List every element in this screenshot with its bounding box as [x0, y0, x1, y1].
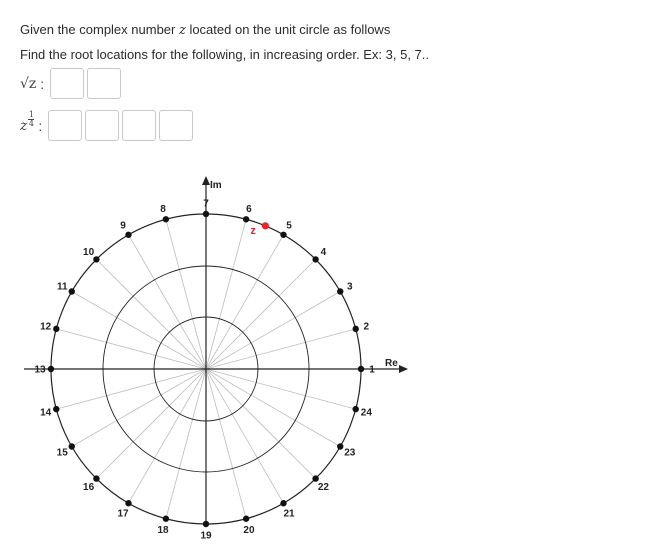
root-point [353, 326, 359, 332]
root-point-label: 22 [317, 481, 329, 493]
imaginary-axis-arrow-icon [202, 176, 210, 185]
root-point [69, 443, 75, 449]
real-axis-label: Re [385, 358, 398, 369]
imaginary-axis-label: Im [210, 180, 222, 191]
spoke-line [206, 259, 316, 369]
spoke-line [206, 369, 246, 519]
root-point-label: 12 [40, 321, 52, 333]
root-point [243, 516, 249, 522]
fourth-root-exponent: $\frac{1}{4}$ [28, 110, 34, 128]
spoke-line [56, 369, 206, 409]
root-point [243, 216, 249, 222]
root-point [69, 288, 75, 294]
root-point-label: 18 [157, 524, 169, 536]
root-point-label: 19 [200, 530, 212, 542]
root-point-label: 4 [320, 247, 327, 259]
root-point-label: 3 [346, 281, 353, 293]
spoke-line [166, 369, 206, 519]
z-point-label: z [250, 224, 256, 237]
root-point [353, 406, 359, 412]
root-point-label: 8 [160, 204, 166, 216]
spoke-line [129, 369, 207, 503]
root-point-label: 1 [369, 364, 375, 376]
root-point-label: 20 [243, 524, 255, 536]
root-point [93, 475, 99, 481]
spoke-line [72, 369, 206, 447]
z-point [262, 222, 269, 229]
root-point-label: 16 [83, 481, 95, 493]
root-point [203, 211, 209, 217]
root-point-label: 14 [40, 407, 52, 419]
spoke-line [206, 369, 284, 503]
root-point [312, 475, 318, 481]
root-point [53, 406, 59, 412]
root-point [337, 288, 343, 294]
question-instruction: Find the root locations for the following, in increasing order. Ex: 3, 5, 7.. [20, 47, 429, 62]
root-point [280, 232, 286, 238]
root-point [163, 516, 169, 522]
spoke-line [72, 292, 206, 370]
root-point-label: 15 [56, 447, 68, 459]
root-point-label: 6 [246, 204, 252, 216]
spoke-line [129, 235, 207, 369]
root-point-label: 10 [83, 247, 95, 259]
root-point [125, 500, 131, 506]
root-point-label: 21 [283, 508, 295, 520]
spoke-line [206, 219, 246, 369]
root-point [280, 500, 286, 506]
root-point [163, 216, 169, 222]
spoke-line [206, 369, 356, 409]
fourth-root-label: z $\frac{1}{4}$ : [20, 110, 43, 134]
spoke-line [56, 329, 206, 369]
spoke-line [96, 259, 206, 369]
root-point [203, 521, 209, 527]
spoke-line [206, 292, 340, 370]
spoke-line [96, 369, 206, 479]
variable-z: z [178, 23, 186, 38]
root-point [48, 366, 54, 372]
root-point-label: 24 [360, 407, 372, 419]
root-point [358, 366, 364, 372]
root-point-label: 11 [56, 281, 68, 293]
spoke-line [206, 235, 284, 369]
root-point-label: 13 [34, 364, 46, 376]
spoke-line [206, 329, 356, 369]
intro-suffix: located on the unit circle as follows [185, 22, 391, 37]
root-point-label: 9 [120, 220, 126, 232]
root-point [53, 326, 59, 332]
root-point [125, 232, 131, 238]
spoke-line [206, 369, 340, 447]
sqrt-label: √z : [20, 75, 45, 92]
root-point [337, 443, 343, 449]
spoke-line [166, 219, 206, 369]
root-point-label: 5 [286, 220, 292, 232]
root-point-label: 2 [363, 321, 370, 333]
intro-text: Given the complex number [20, 22, 179, 37]
real-axis-arrow-icon [399, 365, 408, 373]
root-point [312, 256, 318, 262]
root-point-label: 23 [344, 447, 356, 459]
root-point-label: 7 [203, 198, 209, 210]
spoke-line [206, 369, 316, 479]
root-point-label: 17 [117, 508, 129, 520]
